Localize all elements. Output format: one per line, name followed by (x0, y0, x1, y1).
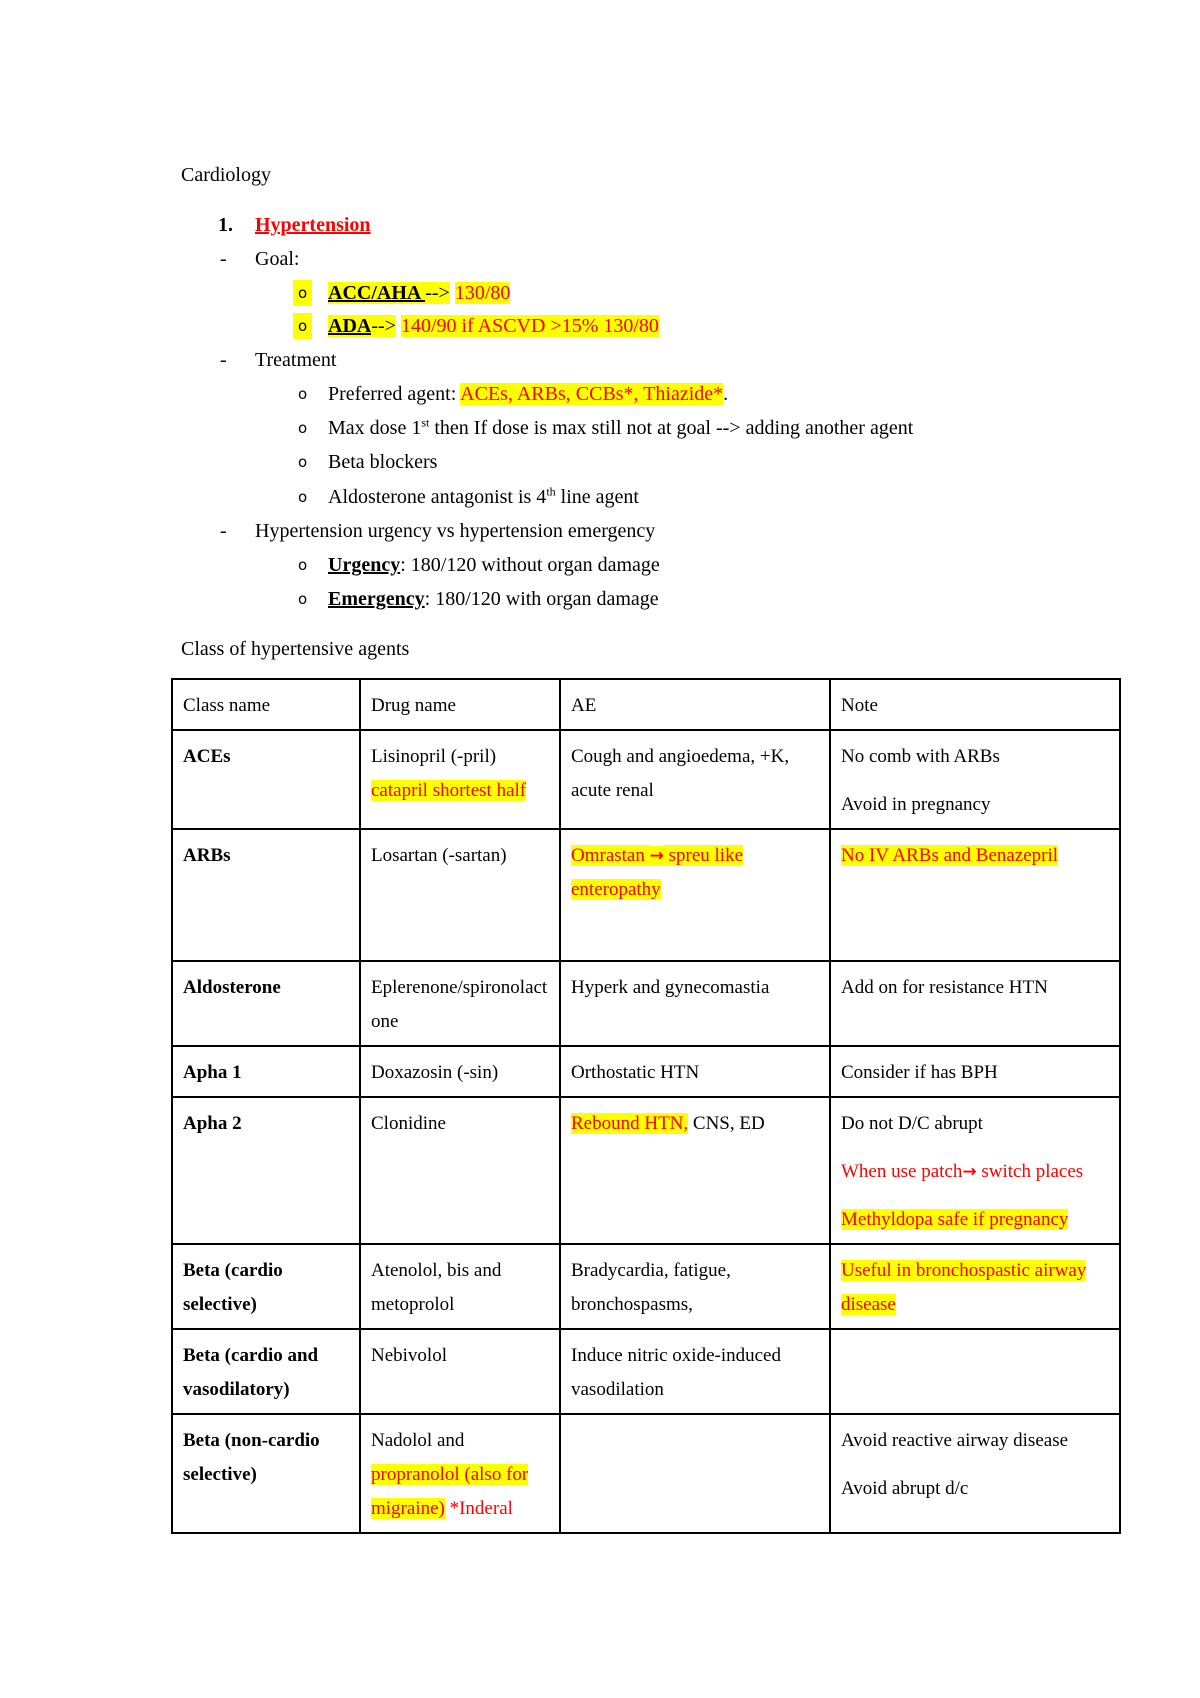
ae-cell (560, 1097, 830, 1244)
table-row (172, 1329, 1120, 1414)
arrow-right-icon: → (649, 846, 664, 866)
note-cell (830, 1244, 1120, 1329)
preferred-value: ACEs, ARBs, CCBs*, Thiazide* (460, 383, 724, 405)
drug-cell: Eplerenone/spironolactone (360, 961, 560, 1046)
drug-cell: Nebivolol (360, 1329, 560, 1414)
urgency-item (328, 552, 660, 578)
goal-label: Goal: (255, 248, 300, 270)
table-row (172, 1097, 1120, 1244)
note-part: switch places (976, 1161, 1084, 1182)
aldo-text: Aldosterone antagonist is 4 (328, 486, 547, 508)
treatment-label: Treatment (255, 349, 337, 371)
circle-bullet-icon: o (298, 590, 308, 608)
ae-cell: Cough and angioedema, +K, acute renal (560, 730, 830, 829)
table-header-row (172, 679, 1120, 730)
table-row (172, 730, 1120, 829)
goal-org: ACC/AHA (328, 282, 426, 304)
class-cell: Beta (cardio selective) (172, 1244, 360, 1329)
circle-bullet-icon: o (293, 280, 312, 306)
ae-cell: Hyperk and gynecomastia (560, 961, 830, 1046)
dash-bullet: - (220, 248, 227, 270)
circle-bullet-icon: o (298, 385, 308, 403)
arrow-right-icon: → (962, 1162, 977, 1182)
goal-arrow: --> (425, 282, 450, 304)
class-cell: Apha 2 (172, 1097, 360, 1244)
note-cell (830, 1329, 1120, 1414)
maxdose-sup: st (421, 415, 430, 430)
ae-cell: Orthostatic HTN (560, 1046, 830, 1097)
emergency-text: : 180/120 with organ damage (424, 588, 659, 610)
class-cell: Apha 1 (172, 1046, 360, 1097)
drug-cell (360, 1414, 560, 1533)
note-cell: Consider if has BPH (830, 1046, 1120, 1097)
drug-text: Lisinopril (-pril) (371, 746, 497, 767)
aldo-text-rest: line agent (555, 486, 639, 508)
urgency-text: : 180/120 without organ damage (400, 554, 660, 576)
drug-highlight: propranolol (also for migraine) (371, 1464, 529, 1519)
drug-cell: Atenolol, bis and metoprolol (360, 1244, 560, 1329)
class-cell: ARBs (172, 829, 360, 961)
note-part: When use patch (841, 1161, 963, 1182)
circle-bullet-icon: o (298, 556, 308, 574)
page-title: Cardiology (181, 164, 271, 186)
drug-red: *Inderal (444, 1498, 513, 1519)
note-text: Do not D/C abrupt (841, 1113, 983, 1134)
note-text: Avoid in pregnancy (841, 794, 991, 815)
header-cell: Note (830, 679, 1120, 730)
aldo-sup: th (546, 484, 556, 499)
treatment-beta: Beta blockers (328, 451, 438, 473)
note-text: No comb with ARBs (841, 746, 1000, 767)
ae-highlight: Omrastan (571, 845, 650, 866)
table-caption: Class of hypertensive agents (181, 638, 410, 660)
note-cell (830, 730, 1120, 829)
ae-cell: Bradycardia, fatigue, bronchospasms, (560, 1244, 830, 1329)
goal-value: 130/80 (454, 282, 511, 304)
goal-item-acc (328, 280, 510, 306)
class-cell: Beta (cardio and vasodilatory) (172, 1329, 360, 1414)
note-text: Avoid reactive airway disease (841, 1430, 1069, 1451)
section-heading: Hypertension (255, 214, 371, 236)
drug-class-table (171, 678, 1121, 1534)
maxdose-text: Max dose 1 (328, 417, 422, 439)
maxdose-text-rest: then If dose is max still not at goal --> adding another agent (429, 417, 914, 439)
circle-bullet-icon: o (298, 488, 308, 506)
ae-highlight: spreu like enteropathy (571, 845, 744, 900)
note-cell (830, 1414, 1120, 1533)
table-row (172, 829, 1120, 961)
table-row (172, 1244, 1120, 1329)
table-row (172, 961, 1120, 1046)
goal-org: ADA (328, 315, 372, 337)
header-cell: Drug name (360, 679, 560, 730)
urgency-term: Urgency (328, 554, 401, 576)
ae-cell (560, 1414, 830, 1533)
goal-item-ada (328, 313, 659, 339)
section-number: 1. (218, 214, 233, 236)
table-row (172, 1414, 1120, 1533)
urgency-label: Hypertension urgency vs hypertension emergency (255, 520, 656, 542)
class-cell: Beta (non-cardio selective) (172, 1414, 360, 1533)
preferred-label: Preferred agent: (328, 383, 461, 405)
goal-value: 140/90 if ASCVD >15% 130/80 (400, 315, 659, 337)
ae-highlight: Rebound HTN, (571, 1113, 689, 1134)
treatment-preferred (328, 381, 728, 407)
circle-bullet-icon: o (293, 313, 312, 339)
note-cell (830, 829, 1120, 961)
circle-bullet-icon: o (298, 453, 308, 471)
goal-arrow: --> (371, 315, 396, 337)
header-cell: Class name (172, 679, 360, 730)
class-cell: Aldosterone (172, 961, 360, 1046)
ae-cell (560, 829, 830, 961)
note-text: Avoid abrupt d/c (841, 1478, 969, 1499)
drug-text: Nadolol and (371, 1430, 465, 1451)
table-row (172, 1046, 1120, 1097)
drug-cell: Doxazosin (-sin) (360, 1046, 560, 1097)
circle-bullet-icon: o (298, 419, 308, 437)
class-cell: ACEs (172, 730, 360, 829)
emergency-item (328, 586, 659, 612)
drug-cell (360, 730, 560, 829)
note-highlight: No IV ARBs and Benazepril (841, 845, 1059, 866)
emergency-term: Emergency (328, 588, 425, 610)
drug-cell: Clonidine (360, 1097, 560, 1244)
header-cell: AE (560, 679, 830, 730)
note-highlight: Methyldopa safe if pregnancy (841, 1209, 1069, 1230)
drug-highlight: catapril shortest half (371, 780, 527, 801)
note-text-red (841, 1155, 1109, 1189)
note-highlight: Useful in bronchospastic airway disease (841, 1260, 1087, 1315)
treatment-maxdose (328, 415, 913, 441)
note-cell (830, 1097, 1120, 1244)
drug-cell: Losartan (-sartan) (360, 829, 560, 961)
dash-bullet: - (220, 349, 227, 371)
preferred-end: . (723, 383, 729, 405)
ae-text: CNS, ED (688, 1113, 765, 1134)
note-cell: Add on for resistance HTN (830, 961, 1120, 1046)
ae-cell: Induce nitric oxide-induced vasodilation (560, 1329, 830, 1414)
dash-bullet: - (220, 520, 227, 542)
treatment-aldo (328, 484, 639, 510)
